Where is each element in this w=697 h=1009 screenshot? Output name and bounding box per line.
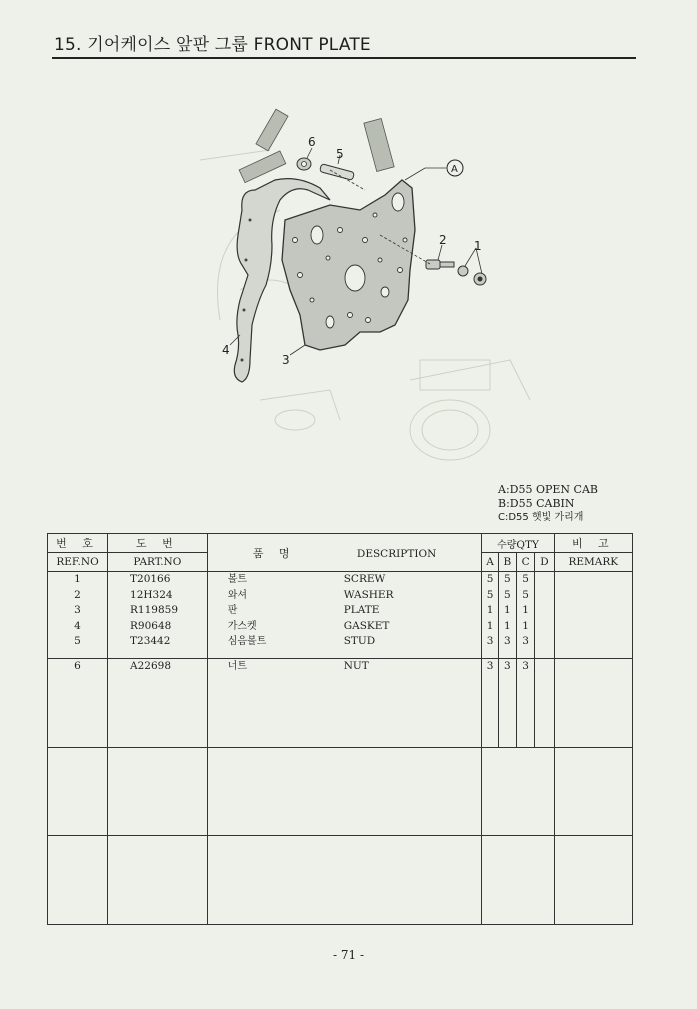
part-col: [108, 658, 208, 747]
ref-col: [48, 572, 108, 659]
callout-4: 4: [222, 343, 230, 357]
qty-d-col: [535, 658, 554, 747]
qty-value: 5: [522, 573, 529, 586]
name-kr: 너트: [227, 660, 248, 672]
empty-cell: [108, 836, 208, 925]
qty-value: 3: [503, 659, 511, 672]
title-divider: [52, 57, 636, 59]
ref-value: 3: [74, 604, 81, 617]
desc-en: STUD: [343, 635, 376, 648]
empty-cell: [48, 747, 108, 836]
page-title: 15. 기어케이스 앞판 그룹 FRONT PLATE: [54, 35, 371, 55]
header-qty-en: QTY: [516, 538, 539, 551]
part-number: 12H324: [130, 588, 173, 601]
header-qty-kr: 수량: [497, 539, 517, 551]
exploded-diagram: [180, 60, 620, 470]
ref-col: [48, 658, 108, 747]
page-number: - 71 -: [332, 948, 364, 962]
empty-cell: [554, 836, 632, 925]
table-row-group: [48, 658, 633, 747]
qty-value: 1: [486, 604, 494, 617]
qty-value: 1: [503, 619, 511, 632]
header-col-c: C: [516, 553, 534, 572]
header-name-kr: 품 명: [252, 546, 296, 560]
qty-value: 1: [503, 604, 511, 617]
table-row-group: [48, 572, 633, 659]
qty-value: 3: [522, 659, 529, 672]
qty-value: 5: [503, 573, 511, 586]
qty-value: 5: [522, 588, 529, 601]
desc-en: SCREW: [343, 573, 386, 586]
header-desc-en: DESCRIPTION: [356, 547, 437, 560]
callout-a: A: [451, 164, 458, 175]
qty-c-col: [516, 658, 534, 747]
name-kr: 와셔: [227, 589, 248, 601]
qty-value: 3: [486, 659, 494, 672]
empty-cell: [482, 747, 554, 836]
header-part-en: PART.NO: [108, 553, 208, 572]
qty-b-col: [498, 572, 516, 659]
ref-value: 5: [74, 635, 81, 648]
part-number: T20166: [130, 573, 171, 586]
model-legend: [498, 483, 598, 525]
name-kr: 가스켓: [227, 620, 257, 632]
remark-col: [554, 658, 632, 747]
callout-6: 6: [308, 135, 316, 149]
header-remark-kr: 비 고: [554, 534, 632, 553]
header-ref-kr: 번 호: [48, 534, 108, 553]
legend-line-a: A:D55 OPEN CAB: [498, 483, 598, 496]
header-description: [207, 534, 482, 572]
part-col: [108, 572, 208, 659]
part-number: T23442: [130, 635, 171, 648]
callout-5: 5: [336, 147, 344, 161]
qty-value: 5: [503, 588, 511, 601]
legend-line-b: B:D55 CABIN: [498, 497, 575, 510]
desc-col: [207, 572, 482, 659]
qty-value: 5: [486, 588, 494, 601]
remark-col: [554, 572, 632, 659]
part-number: R119859: [130, 604, 179, 617]
desc-en: NUT: [343, 659, 369, 672]
qty-c-col: [516, 572, 534, 659]
qty-a-col: [482, 572, 498, 659]
empty-cell: [207, 747, 482, 836]
table-row-empty: [48, 836, 633, 925]
header-col-a: A: [482, 553, 498, 572]
table-row-empty: [48, 747, 633, 836]
header-remark-en: REMARK: [554, 553, 632, 572]
header-qty: [482, 534, 554, 553]
empty-cell: [48, 836, 108, 925]
callout-1: 1: [474, 239, 482, 253]
qty-value: 3: [522, 635, 529, 648]
ref-value: 6: [74, 659, 81, 672]
name-kr: 심음볼트: [227, 636, 267, 648]
name-kr: 볼트: [227, 574, 248, 586]
header-ref-en: REF.NO: [48, 553, 108, 572]
qty-value: 5: [486, 573, 494, 586]
empty-cell: [108, 747, 208, 836]
desc-en: GASKET: [343, 619, 390, 632]
empty-cell: [482, 836, 554, 925]
empty-cell: [554, 747, 632, 836]
qty-value: 3: [503, 635, 511, 648]
qty-d-col: [535, 572, 554, 659]
header-col-d: D: [535, 553, 554, 572]
ref-value: 2: [74, 588, 81, 601]
qty-b-col: [498, 658, 516, 747]
header-part-kr: 도 번: [108, 534, 208, 553]
qty-value: 1: [522, 619, 529, 632]
header-col-b: B: [498, 553, 516, 572]
desc-en: PLATE: [343, 604, 380, 617]
callout-2: 2: [439, 233, 447, 247]
desc-col: [207, 658, 482, 747]
qty-value: 1: [522, 604, 529, 617]
ref-value: 1: [74, 573, 81, 586]
desc-en: WASHER: [343, 588, 394, 601]
qty-a-col: [482, 658, 498, 747]
name-kr: 판: [227, 605, 238, 617]
qty-value: 3: [486, 635, 494, 648]
part-number: R90648: [130, 619, 172, 632]
ref-value: 4: [74, 619, 81, 632]
empty-cell: [207, 836, 482, 925]
part-number: A22698: [130, 659, 172, 672]
parts-table: [47, 533, 633, 925]
qty-value: 1: [486, 619, 494, 632]
callout-3: 3: [282, 353, 290, 367]
legend-line-c: C:D55 햇빛 가리개: [498, 512, 584, 523]
